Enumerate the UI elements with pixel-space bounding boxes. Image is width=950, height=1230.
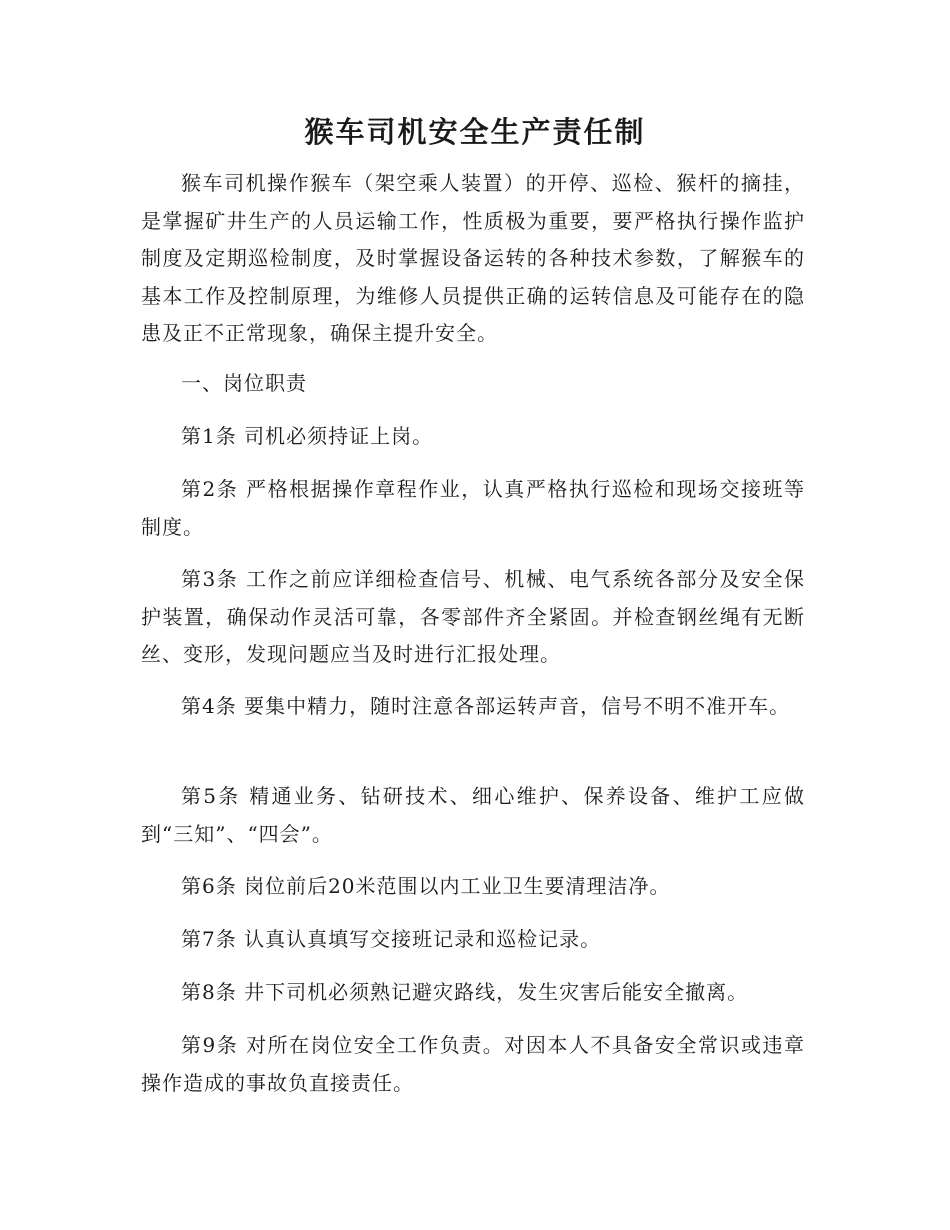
article-5: 第5条 精通业务、钻研技术、细心维护、保养设备、维护工应做到“三知”、“四会”。 (141, 784, 805, 846)
article-9: 第9条 对所在岗位安全工作负责。对因本人不具备安全常识或违章操作造成的事故负直接责任。 (141, 1033, 805, 1095)
article-2: 第2条 严格根据操作章程作业，认真严格执行巡检和现场交接班等制度。 (141, 477, 805, 539)
intro-paragraph: 猴车司机操作猴车（架空乘人装置）的开停、巡检、猴杆的摘挂，是掌握矿井生产的人员运输工作，性质极为重要，要严格执行操作监护制度及定期巡检制度，及时掌握设备运转的各种技术参数，了解猴车的基本工作及控制原理，为维修人员提供正确的运转信息及可能存在的隐患及正不正常现象，确保主提升安全。 (141, 171, 805, 345)
article-4: 第4条 要集中精力，随时注意各部运转声音，信号不明不准开车。 (181, 694, 791, 718)
document-title: 猴车司机安全生产责任制 (304, 115, 646, 149)
article-3: 第3条 工作之前应详细检查信号、机械、电气系统各部分及安全保护装置，确保动作灵活可靠，各零部件齐全紧固。并检查钢丝绳有无断丝、变形，发现问题应当及时进行汇报处理。 (141, 567, 805, 666)
article-1: 第1条 司机必须持证上岗。 (181, 424, 434, 448)
article-7: 第7条 认真认真填写交接班记录和巡检记录。 (181, 927, 602, 951)
section-heading: 一、岗位职责 (181, 371, 307, 395)
article-8: 第8条 井下司机必须熟记避灾路线，发生灾害后能安全撤离。 (181, 980, 749, 1004)
article-6: 第6条 岗位前后20米范围以内工业卫生要清理洁净。 (181, 874, 671, 898)
